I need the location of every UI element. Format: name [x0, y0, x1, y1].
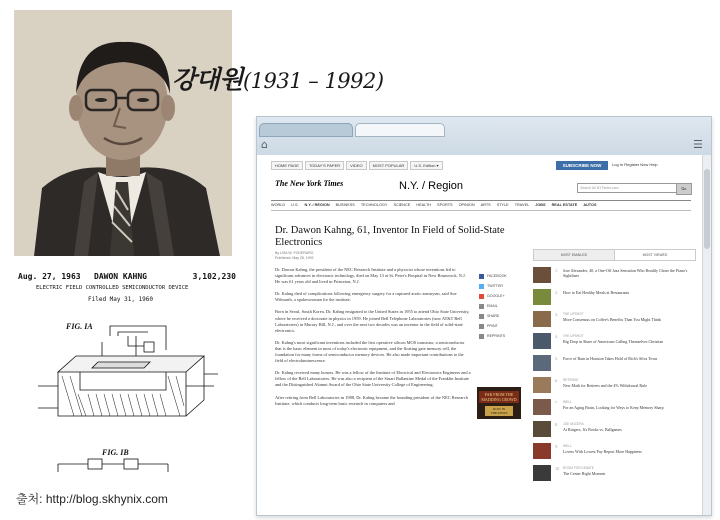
nav-us[interactable]: U.S. [291, 203, 299, 207]
tab-most-viewed[interactable]: MOST VIEWED [614, 249, 696, 261]
portrait-photo [14, 10, 232, 256]
list-item-kicker: RETIRING [563, 378, 579, 382]
list-item-kicker: ROOM FOR DEBATE [563, 466, 594, 470]
tab-most-emailed[interactable]: MOST EMAILED [533, 249, 615, 261]
thumbnail-image [533, 267, 551, 283]
topnav-edition[interactable]: U.S. Edition ▾ [410, 161, 442, 170]
browser-tab-2[interactable] [355, 123, 445, 137]
fig-1a-label: FIG. IA [66, 322, 93, 331]
search-input[interactable]: Search All NYTimes.com [577, 183, 677, 193]
article-paragraph: Dr. Kahng died of complications following emergency surgery for a ruptured aortic aneurysm, said Sue Wilmarth, a spokeswoman for the institute. [275, 291, 457, 303]
thumbnail-image [533, 377, 551, 393]
facebook-icon [479, 274, 484, 279]
webpage [257, 155, 711, 515]
list-item[interactable] [533, 375, 695, 397]
search-button[interactable]: Go [676, 183, 692, 195]
list-item-title[interactable]: New Math for Retirees and the 4% Withdrawal Rule [563, 383, 647, 389]
list-item[interactable] [533, 419, 695, 441]
list-item-text [563, 400, 693, 410]
list-item-number: 5. [555, 356, 558, 361]
menu-icon[interactable]: ☰ [693, 138, 703, 151]
list-item-text [563, 312, 693, 322]
list-item-text [563, 334, 693, 344]
nav-science[interactable]: SCIENCE [393, 203, 411, 207]
nav-business[interactable]: BUSINESS [335, 203, 355, 207]
top-nav [271, 161, 445, 170]
article-paragraph: Born in Seoul, South Korea, Dr. Kahng emigrated to the United States in 1955 to attend Ohio State University, where he received a doctorate in physics in 1959. He joined Bell Telephone Laboratories (now AT&T Bell Laboratories) in Murray Hill, N.J., and over the next two decades was an inventor in the field of solid-state electronics. [275, 309, 470, 333]
byline-author: By LISA W. FODERARO [275, 251, 314, 255]
topnav-todays-paper[interactable]: TODAY'S PAPER [305, 161, 344, 170]
google-plus-icon [479, 294, 484, 299]
list-item-text [563, 422, 693, 432]
list-item-text [563, 290, 693, 295]
article-paragraph: Dr. Kahng received many honors. He was a fellow of the Institute of Electrical and Electronics Engineers and a fellow of the Bell Laboratories. He was also a recipient of the Stuart Ballantine Medal of the Franklin Institute and the Distinguished Alumni Award of the Ohio State University College of Engineering. [275, 370, 471, 388]
nav-sports[interactable]: SPORTS [437, 203, 453, 207]
patent-filed: Filed May 31, 1960 [88, 296, 154, 303]
list-item-text [563, 444, 693, 454]
byline-date: Published: May 28, 1992 [275, 256, 314, 260]
print-icon [479, 324, 484, 329]
list-item-text [563, 356, 693, 361]
title-name: 강대원 [172, 65, 243, 94]
list-item[interactable] [533, 287, 695, 309]
thumbnail-image [533, 355, 551, 371]
thumbnail-image [533, 399, 551, 415]
site-logo[interactable]: The New York Times [275, 179, 344, 188]
browser-tab-1[interactable] [259, 123, 353, 137]
list-item-title[interactable]: Jose Alexander, 40, a One-Off Jazz Sensation Who Readily Chose the Piano's Sightlines [563, 268, 688, 279]
scrollbar-thumb[interactable] [704, 169, 710, 249]
source-caption: 출처: http://blog.skhynix.com [16, 492, 168, 506]
section-title: N.Y. / Region [399, 180, 464, 192]
section-nav [271, 200, 691, 211]
article-paragraph: Dr. Kahng's most significant inventions included the first operative silicon MOS transistor, a semiconductor that is the basic element in most of today's electronic equipment, and the floating gate memory cell, the foundation for many forms of semiconductor memory devices. He also made important contributions to the field of electroluminescence. [275, 339, 465, 364]
article-paragraph: Dr. Dawon Kahng, the president of the NEC Research Institute and a physicist whose inventions led to significant advances in electronic technology, died on May 13 at St. Peter's Hospital in New Brunswick, N.J. He was 61 years old and lived in Princeton, N.J. [275, 267, 466, 285]
patent-number: 3,102,230 [192, 272, 236, 281]
list-item-title[interactable]: Force of Rain in Houston Takes Hold of Rich's Silva Town [563, 356, 658, 361]
list-item-title[interactable]: For an Aging Brain, Looking for Ways to Keep Memory Sharp [563, 405, 664, 411]
list-item-title[interactable]: More Consensus on Coffee's Benefits Than You Might Think [563, 317, 661, 323]
email-icon [479, 304, 484, 309]
browser-toolbar [257, 117, 711, 156]
thumbnail-image [533, 289, 551, 305]
list-item-number: 9. [555, 444, 558, 449]
list-item[interactable] [533, 309, 695, 331]
list-item-number: 7. [555, 400, 558, 405]
patent-subtitle: ELECTRIC FIELD CONTROLLED SEMICONDUCTOR DEVICE [36, 285, 189, 291]
nav-style[interactable]: STYLE [496, 203, 509, 207]
nav-ny-region[interactable]: N.Y. / REGION [304, 203, 330, 207]
list-item-kicker: WELL [563, 400, 572, 404]
list-item[interactable] [533, 397, 695, 419]
list-item-text [563, 378, 693, 388]
list-item-number: 8. [555, 422, 558, 427]
page-title [172, 60, 384, 96]
list-item-kicker: THE UPSHOT [563, 312, 584, 316]
list-item-number: 10. [555, 466, 560, 471]
ad-cta: NOW IN THEATERS [485, 406, 513, 416]
list-item[interactable] [533, 353, 695, 375]
browser-window [256, 116, 712, 516]
nav-opinion[interactable]: OPINION [458, 203, 475, 207]
nav-arts[interactable]: ARTS [480, 203, 491, 207]
nav-travel[interactable]: TRAVEL [514, 203, 530, 207]
thumbnail-image [533, 465, 551, 481]
thumbnail-image [533, 333, 551, 349]
thumbnail-image [533, 311, 551, 327]
article-headline: Dr. Dawon Kahng, 61, Inventor In Field of Solid-State Electronics [275, 225, 505, 248]
share-twitter[interactable]: TWITTER [479, 281, 507, 291]
list-item-title[interactable]: How to Eat Healthy Meals at Restaurants [563, 290, 630, 295]
topnav-home[interactable]: HOME PAGE [271, 161, 303, 170]
nav-health[interactable]: HEALTH [416, 203, 432, 207]
thumbnail-image [533, 421, 551, 437]
list-item-kicker: WELL [563, 444, 572, 448]
nav-world[interactable]: WORLD [271, 203, 286, 207]
login-links[interactable]: Log In Register Now Help [612, 162, 658, 167]
list-item-text [563, 268, 693, 278]
fig-1b-label: FIG. IB [102, 448, 129, 457]
list-item-number: 6. [555, 378, 558, 383]
share-google[interactable]: GOOGLE+ [479, 291, 507, 301]
nav-technology[interactable]: TECHNOLOGY [360, 203, 388, 207]
nav-real-estate[interactable]: REAL ESTATE [551, 203, 578, 207]
subscribe-button[interactable]: SUBSCRIBE NOW [556, 161, 608, 170]
list-item-title[interactable]: The Center Right Moment [563, 471, 606, 477]
list-item-number: 3. [555, 312, 558, 317]
list-item[interactable] [533, 265, 695, 287]
popular-list [533, 265, 695, 485]
home-icon[interactable]: ⌂ [261, 138, 268, 151]
list-item-text [563, 466, 693, 476]
patent-drawing [18, 272, 236, 480]
title-years: (1931 – 1992) [242, 69, 384, 93]
list-item-number: 1. [555, 268, 558, 273]
scrollbar[interactable] [702, 155, 711, 515]
list-item[interactable] [533, 463, 695, 485]
list-item[interactable] [533, 441, 695, 463]
nav-jobs[interactable]: JOBS [535, 203, 546, 207]
article-byline [275, 251, 314, 261]
article-paragraph: After retiring from Bell Laboratories in 1988, Dr. Kahng became the founding president of the NEC Research Institute, which conducts long-term basic research in computers and [275, 394, 468, 406]
share-share[interactable]: SHARE [479, 311, 507, 321]
topnav-video[interactable]: VIDEO [346, 161, 366, 170]
popular-tabs [533, 249, 695, 259]
list-item-kicker: JOE NOCERA [563, 422, 584, 426]
list-item-kicker: THE UPSHOT [563, 334, 584, 338]
list-item-number: 2. [555, 290, 558, 295]
nav-autos[interactable]: AUTOS [583, 203, 597, 207]
reprints-icon [479, 334, 484, 339]
list-item[interactable] [533, 331, 695, 353]
article-body [275, 267, 471, 413]
share-tools [479, 271, 507, 341]
twitter-icon [479, 284, 484, 289]
list-item-number: 4. [555, 334, 558, 339]
topnav-most-popular[interactable]: MOST POPULAR [369, 161, 409, 170]
patent-date: Aug. 27, 1963 [18, 272, 81, 281]
ad-title: FAR FROM THE MADDING CROWD [479, 391, 519, 403]
share-icon [479, 314, 484, 319]
patent-inventor: DAWON KAHNG [94, 272, 147, 281]
list-item-title[interactable]: At Rutgers, It's Books vs. Ballgames [563, 427, 622, 433]
list-item-title[interactable]: Lovers With Lowest Pay Report More Happiness [563, 449, 642, 455]
list-item-title[interactable]: Big Drop in Share of Americans Calling Themselves Christian [563, 339, 664, 345]
advertisement[interactable] [477, 387, 521, 419]
share-reprints[interactable]: REPRINTS [479, 331, 507, 341]
share-print[interactable]: PRINT [479, 321, 507, 331]
share-facebook[interactable]: FACEBOOK [479, 271, 507, 281]
share-email[interactable]: EMAIL [479, 301, 507, 311]
thumbnail-image [533, 443, 551, 459]
